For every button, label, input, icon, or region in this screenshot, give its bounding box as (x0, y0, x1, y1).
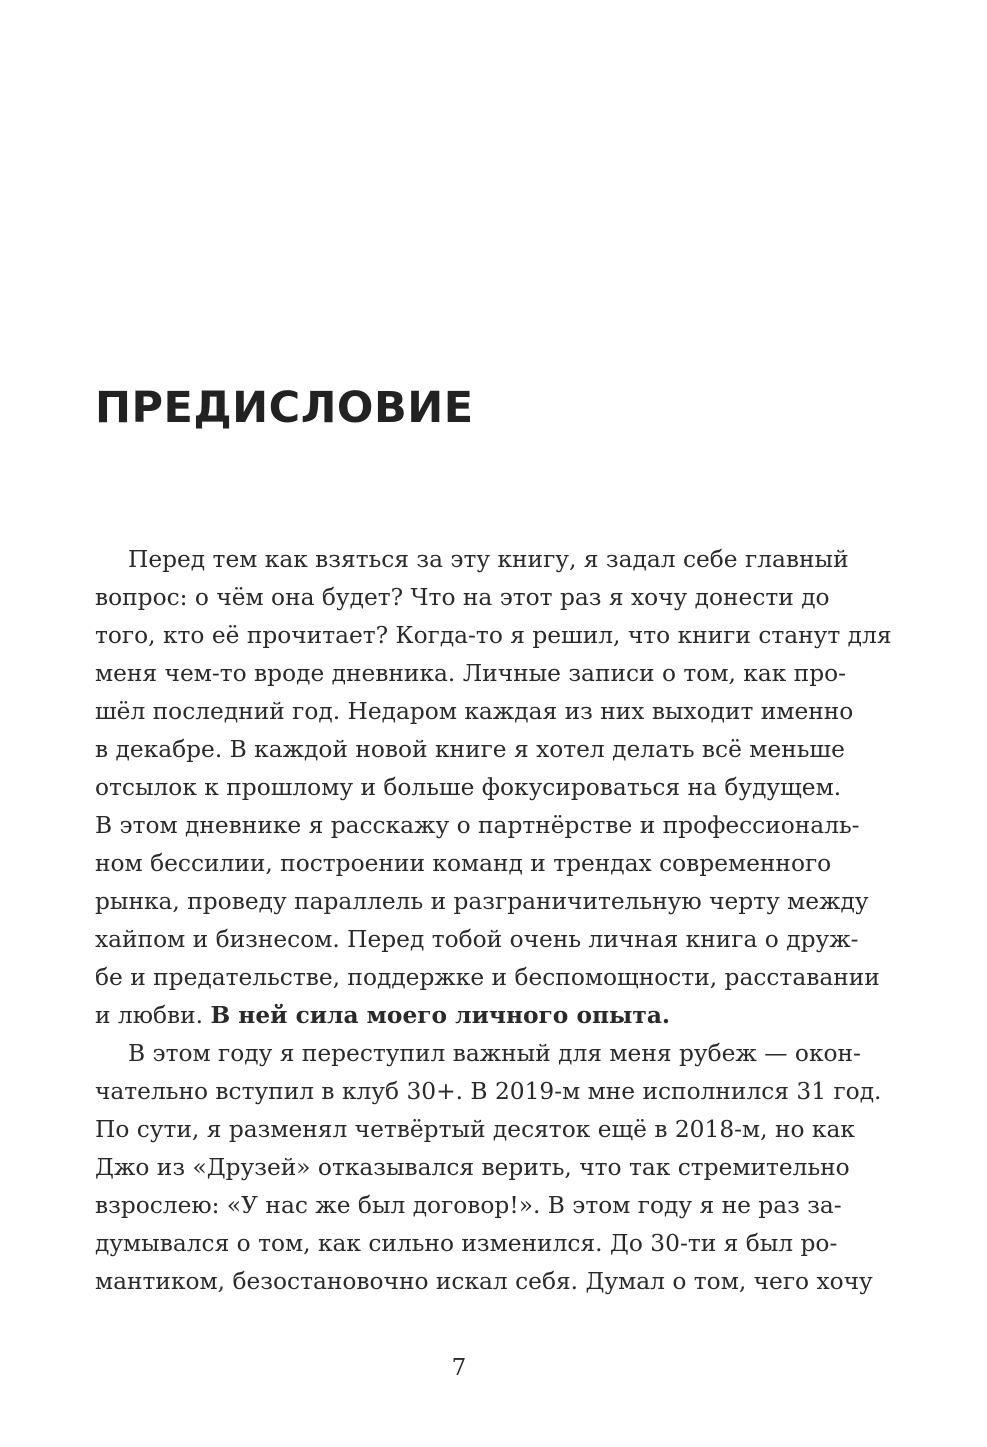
text-line: В этом году я переступил важный для меня рубеж — окон- (128, 1040, 861, 1067)
text-line: бе и предательстве, поддержке и беспомощности, расставании (95, 964, 880, 991)
paragraph-2 (95, 1035, 882, 1301)
text-line: вопрос: о чём она будет? Что на этот раз я хочу донести до (95, 584, 830, 611)
text-line-last (95, 997, 821, 1035)
text-line: хайпом и бизнесом. Перед тобой очень личная книга о друж- (95, 926, 859, 953)
page-number: 7 (451, 1355, 467, 1381)
text-line: отсылок к прошлому и больше фокусироваться на будущем. (95, 774, 842, 801)
chapter-heading: ПРЕДИСЛОВИЕ (95, 383, 474, 433)
text-line: мантиком, безостановочно искал себя. Думал о том, чего хочу (95, 1268, 873, 1295)
text-line: По сути, я разменял четвёртый десяток ещё в 2018-м, но как (95, 1116, 855, 1143)
text-line: думывался о том, как сильно изменился. До 30-ти я был ро- (95, 1230, 838, 1257)
text-plain: и любви. (95, 1002, 211, 1029)
text-line: шёл последний год. Недаром каждая из них выходит именно (95, 698, 854, 725)
text-line: меня чем-то вроде дневника. Личные записи о том, как про- (95, 660, 847, 687)
text-line: Перед тем как взяться за эту книгу, я задал себе главный (128, 546, 849, 573)
text-line: того, кто её прочитает? Когда-то я решил, что книги станут для (95, 622, 892, 649)
text-line: чательно вступил в клуб 30+. В 2019-м мне исполнился 31 год. (95, 1078, 882, 1105)
text-bold-emphasis: В ней сила моего личного опыта. (210, 1002, 671, 1029)
text-line: Джо из «Друзей» отказывался верить, что так стремительно (95, 1154, 850, 1181)
text-line: ном бессилии, построении команд и трендах современного (95, 850, 832, 877)
text-line: В этом дневнике я расскажу о партнёрстве и профессиональ- (95, 812, 860, 839)
text-line: в декабре. В каждой новой книге я хотел делать всё меньше (95, 736, 845, 763)
body-text (95, 541, 892, 1301)
text-line: взрослею: «У нас же был договор!». В этом году я не раз за- (95, 1192, 842, 1219)
paragraph-1 (95, 541, 892, 1035)
text-line: рынка, проведу параллель и разграничительную черту между (95, 888, 869, 915)
